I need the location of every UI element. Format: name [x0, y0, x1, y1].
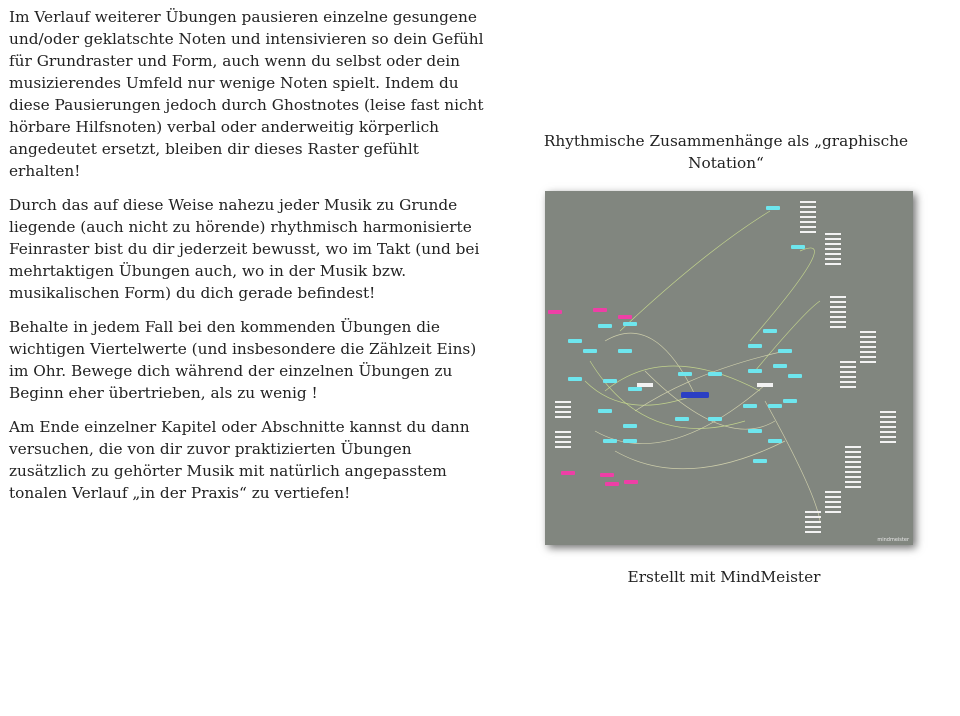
mindmap-node — [603, 379, 617, 383]
mindmap-node — [675, 417, 689, 421]
mindmap-leaf — [555, 436, 571, 438]
mindmap-leaf — [825, 501, 841, 503]
mindmap-leaf — [555, 441, 571, 443]
mindmap-leaf — [845, 471, 861, 473]
mindmap-leaf — [800, 221, 816, 223]
mindmap-node — [773, 364, 787, 368]
mindmap-node — [748, 429, 762, 433]
mindmap-leaf — [805, 521, 821, 523]
mindmap-leaf — [825, 491, 841, 493]
mindmap-node — [598, 409, 612, 413]
mindmap-leaf — [825, 243, 841, 245]
mindmap-leaf — [880, 411, 896, 413]
mindmap-image — [545, 191, 913, 545]
mindmap-node — [600, 473, 614, 477]
mindmap-leaf — [880, 431, 896, 433]
mindmap-link — [605, 366, 760, 391]
paragraph: Im Verlauf weiterer Übungen pausieren einzelne gesungene und/oder geklatschte Noten und intensivieren so dein Gefühl für Grundraster und Form, auch wenn du selbst oder dein musizierendes Umfeld nur wenige Noten spielt. Indem du diese Pausierungen jedoch durch Ghostnotes (leise fast nicht hörbare Hilfsnoten) verbal oder anderweitig körperlich angedeutet ersetzt, bleiben dir dieses Raster gefühlt erhalten! — [9, 8, 484, 180]
mindmap-leaf — [825, 238, 841, 240]
mindmap-node — [623, 424, 637, 428]
mindmap-leaf — [800, 231, 816, 233]
mindmap-leaf — [845, 476, 861, 478]
mindmap-node — [708, 417, 722, 421]
mindmap-leaf — [845, 446, 861, 448]
mindmap-leaf — [860, 361, 876, 363]
mindmap-node — [788, 374, 802, 378]
figure-caption-bottom: Erstellt mit MindMeister — [627, 568, 821, 586]
mindmap-leaf — [555, 431, 571, 433]
mindmap-node — [748, 344, 762, 348]
mindmap-leaf — [840, 386, 856, 388]
mindmap-leaf — [860, 331, 876, 333]
mindmap-link — [595, 385, 765, 444]
mindmap-leaf — [825, 263, 841, 265]
mindmap-link — [620, 211, 770, 331]
mindmap-leaf — [555, 411, 571, 413]
mindmap-leaf — [825, 258, 841, 260]
mindmap-leaf — [840, 371, 856, 373]
mindmap-leaf — [825, 248, 841, 250]
mindmap-link — [635, 351, 785, 411]
mindmap-leaf — [830, 316, 846, 318]
mindmap-leaf — [840, 361, 856, 363]
mindmap-link — [755, 301, 820, 371]
paragraph: Behalte in jedem Fall bei den kommenden Übungen die wichtigen Viertelwerte (und insbesondere die Zählzeit Eins) im Ohr. Bewege dich während der einzelnen Übungen zu Beginn eher übertrieben, als zu wenig ! — [9, 318, 477, 402]
mindmap-node — [743, 404, 757, 408]
mindmap-leaf — [845, 481, 861, 483]
mindmap-leaf — [880, 416, 896, 418]
mindmap-leaf — [860, 356, 876, 358]
mindmap-leaf — [830, 321, 846, 323]
mindmap-leaf — [825, 506, 841, 508]
mindmap-leaf — [800, 216, 816, 218]
mindmap-leaf — [800, 206, 816, 208]
mindmap-node — [778, 349, 792, 353]
mindmap-leaf — [555, 406, 571, 408]
mindmap-link — [765, 401, 820, 521]
mindmap-node — [768, 404, 782, 408]
mindmap-leaf — [860, 336, 876, 338]
mindmap-leaf — [830, 301, 846, 303]
mindmap-node — [603, 439, 617, 443]
paragraph: Am Ende einzelner Kapitel oder Abschnitte kannst du dann versuchen, die von dir zuvor praktizierten Übungen zusätzlich zu gehörter Musik mit natürlich angepasstem tonalen Verlauf „in der Praxis“ zu vertiefen! — [9, 418, 470, 502]
mindmap-leaf — [825, 511, 841, 513]
mindmap-node — [791, 245, 805, 249]
mindmap-node — [583, 349, 597, 353]
mindmap-node — [748, 369, 762, 373]
mindmap-leaf — [825, 233, 841, 235]
mindmap-leaf — [805, 526, 821, 528]
mindmap-node — [618, 349, 632, 353]
mindmap-leaf — [800, 211, 816, 213]
mindmap-node — [766, 206, 780, 210]
mindmap-graphic — [545, 191, 913, 545]
mindmap-leaf — [880, 426, 896, 428]
mindmap-leaf — [805, 531, 821, 533]
mindmap-leaf — [860, 346, 876, 348]
mindmap-leaf — [880, 436, 896, 438]
mindmap-node — [548, 310, 562, 314]
mindmap-leaf — [555, 416, 571, 418]
mindmap-leaf — [825, 253, 841, 255]
mindmap-leaf — [860, 341, 876, 343]
mindmap-node — [593, 308, 607, 312]
mindmap-node — [708, 372, 722, 376]
article-text — [9, 6, 491, 516]
mindmap-node — [753, 459, 767, 463]
mindmap-link — [750, 248, 814, 341]
mindmap-leaf — [845, 486, 861, 488]
mindmap-leaf — [845, 466, 861, 468]
mindmap-node — [623, 322, 637, 326]
mindmap-leaf — [830, 326, 846, 328]
mindmap-leaf — [880, 441, 896, 443]
mindmap-leaf — [825, 496, 841, 498]
mindmap-leaf — [555, 401, 571, 403]
mindmap-leaf — [805, 511, 821, 513]
mindmap-node — [561, 471, 575, 475]
figure-caption-top: Rhythmische Zusammenhänge als „graphische Notation“ — [543, 132, 909, 172]
mindmap-nodes — [548, 201, 896, 533]
mindmap-leaf — [845, 456, 861, 458]
mindmap-leaf — [800, 201, 816, 203]
mindmap-node — [783, 399, 797, 403]
mindmap-leaf — [845, 451, 861, 453]
mindmap-node — [763, 329, 777, 333]
mindmap-leaf — [845, 461, 861, 463]
mindmap-node — [605, 482, 619, 486]
mindmap-leaf — [555, 446, 571, 448]
mindmap-leaf — [830, 311, 846, 313]
mindmap-leaf — [840, 376, 856, 378]
mindmap-node — [618, 315, 632, 319]
mindmap-node — [757, 383, 773, 387]
mindmap-node — [768, 439, 782, 443]
mindmap-node — [624, 480, 638, 484]
mindmap-leaf — [830, 296, 846, 298]
mindmap-node — [568, 377, 582, 381]
mindmap-leaf — [840, 381, 856, 383]
mindmap-center-node — [681, 392, 709, 398]
mindmap-node — [623, 439, 637, 443]
mindmap-leaf — [805, 516, 821, 518]
mindmap-node — [568, 339, 582, 343]
mindmeister-logo: mindmeister — [877, 537, 909, 543]
mindmap-link — [615, 441, 785, 469]
mindmap-leaf — [840, 366, 856, 368]
mindmap-leaf — [880, 421, 896, 423]
mindmap-node — [628, 387, 642, 391]
paragraph: Durch das auf diese Weise nahezu jeder Musik zu Grunde liegende (auch nicht zu hörende) rhythmisch harmonisierte Feinraster bist du dir jederzeit bewusst, wo im Takt (und bei mehrtaktigen Übungen auch, wo in der Musik bzw. musikalischen Form) du dich gerade befindest! — [9, 196, 480, 302]
mindmap-node — [598, 324, 612, 328]
mindmap-node — [678, 372, 692, 376]
mindmap-leaf — [860, 351, 876, 353]
mindmap-leaf — [830, 306, 846, 308]
mindmap-leaf — [800, 226, 816, 228]
mindmap-node — [637, 383, 653, 387]
